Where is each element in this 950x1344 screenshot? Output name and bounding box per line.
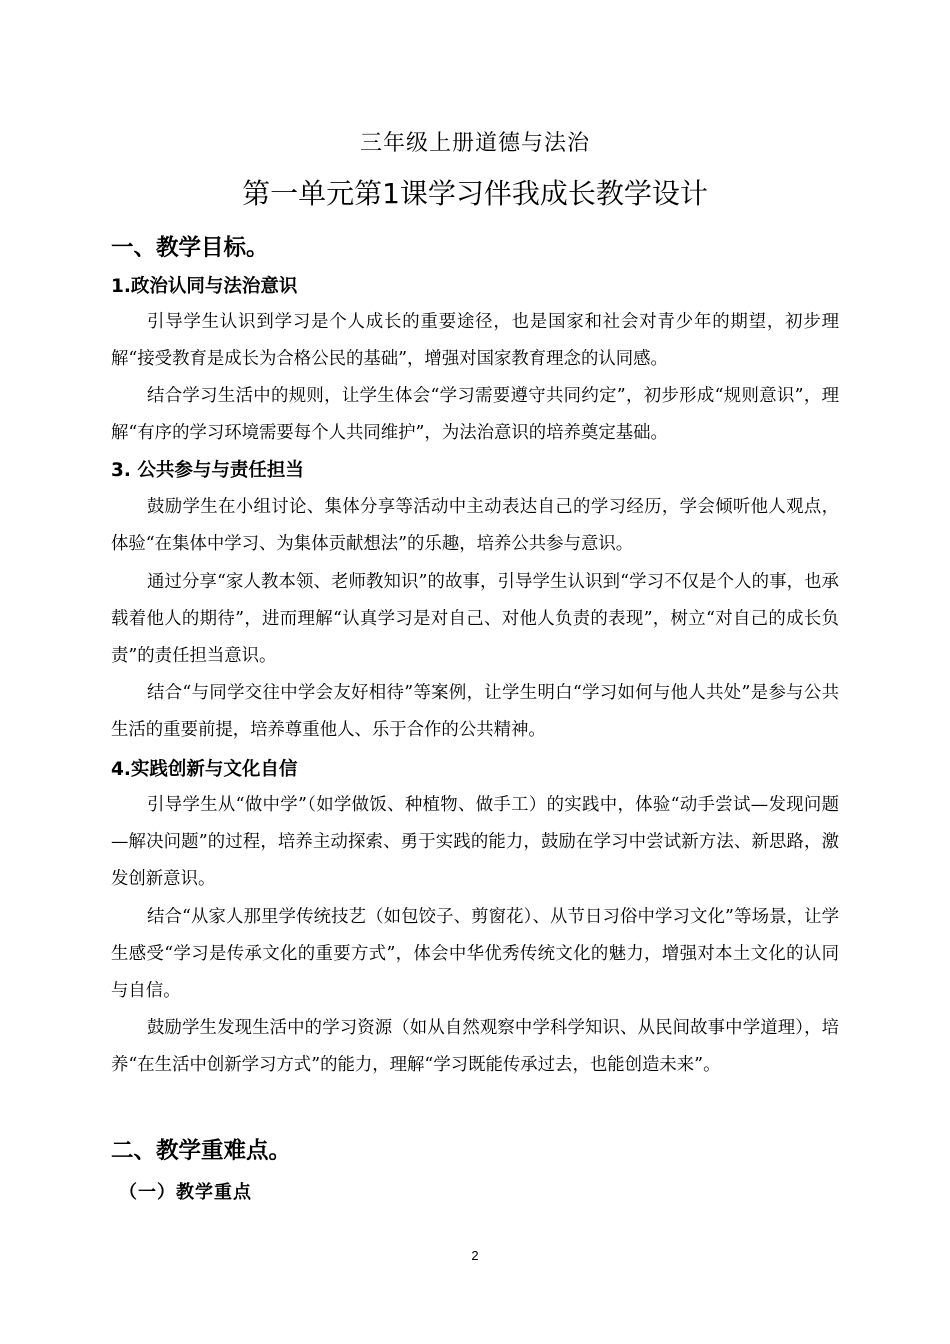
goal3-paragraph-3: 结合“与同学交往中学会友好相待”等案例，让学生明白“学习如何与他人共处”是参与公共生活的重要前提，培养尊重他人、乐于合作的公共精神。 bbox=[111, 683, 839, 740]
goal3-paragraph-2: 通过分享“家人教本领、老师教知识”的故事，引导学生认识到“学习不仅是个人的事，也承载着他人的期待”，进而理解“认真学习是对自己、对他人负责的表现”，树立“对自己的成长负责”的责任担当意识。 bbox=[111, 572, 839, 666]
goal3-heading: 3. 公共参与与责任担当 bbox=[111, 460, 304, 481]
goal4-paragraph-3: 鼓励学生发现生活中的学习资源（如从自然观察中学科学知识、从民间故事中学道理），培养“在生活中创新学习方式”的能力，理解“学习既能传承过去，也能创造未来”。 bbox=[111, 1018, 839, 1075]
page-number: 2 bbox=[471, 1248, 479, 1263]
goal1-paragraph-2: 结合学习生活中的规则，让学生体会“学习需要遵守共同约定”，初步形成“规则意识”，理解“有序的学习环境需要每个人共同维护”，为法治意识的培养奠定基础。 bbox=[111, 386, 839, 443]
goal1-paragraph-1: 引导学生认识到学习是个人成长的重要途径，也是国家和社会对青少年的期望，初步理解“接受教育是成长为合格公民的基础”，增强对国家教育理念的认同感。 bbox=[111, 312, 839, 369]
goal4-paragraph-2: 结合“从家人那里学传统技艺（如包饺子、剪窗花）、从节日习俗中学习文化”等场景，让学生感受“学习是传承文化的重要方式”，体会中华优秀传统文化的魅力，增强对本土文化的认同与自信。 bbox=[111, 907, 839, 1001]
subsection-heading-key-points: （一）教学重点 bbox=[119, 1182, 252, 1203]
section-heading-key-difficult-points: 二、教学重难点。 bbox=[111, 1138, 292, 1164]
goal4-heading: 4.实践创新与文化自信 bbox=[111, 759, 298, 780]
document-title: 第一单元第1课学习伴我成长教学设计 bbox=[242, 177, 708, 210]
goal1-heading: 1.政治认同与法治意识 bbox=[111, 276, 298, 297]
section-heading-teaching-goals: 一、教学目标。 bbox=[111, 235, 269, 261]
goal4-paragraph-1: 引导学生从“做中学”（如学做饭、种植物、做手工）的实践中，体验“动手尝试—发现问题—解决问题”的过程，培养主动探索、勇于实践的能力，鼓励在学习中尝试新方法、新思路，激发创新意识。 bbox=[111, 795, 839, 889]
document-subtitle: 三年级上册道德与法治 bbox=[359, 131, 590, 156]
goal3-paragraph-1: 鼓励学生在小组讨论、集体分享等活动中主动表达自己的学习经历，学会倾听他人观点，体验“在集体中学习、为集体贡献想法”的乐趣，培养公共参与意识。 bbox=[111, 497, 839, 554]
